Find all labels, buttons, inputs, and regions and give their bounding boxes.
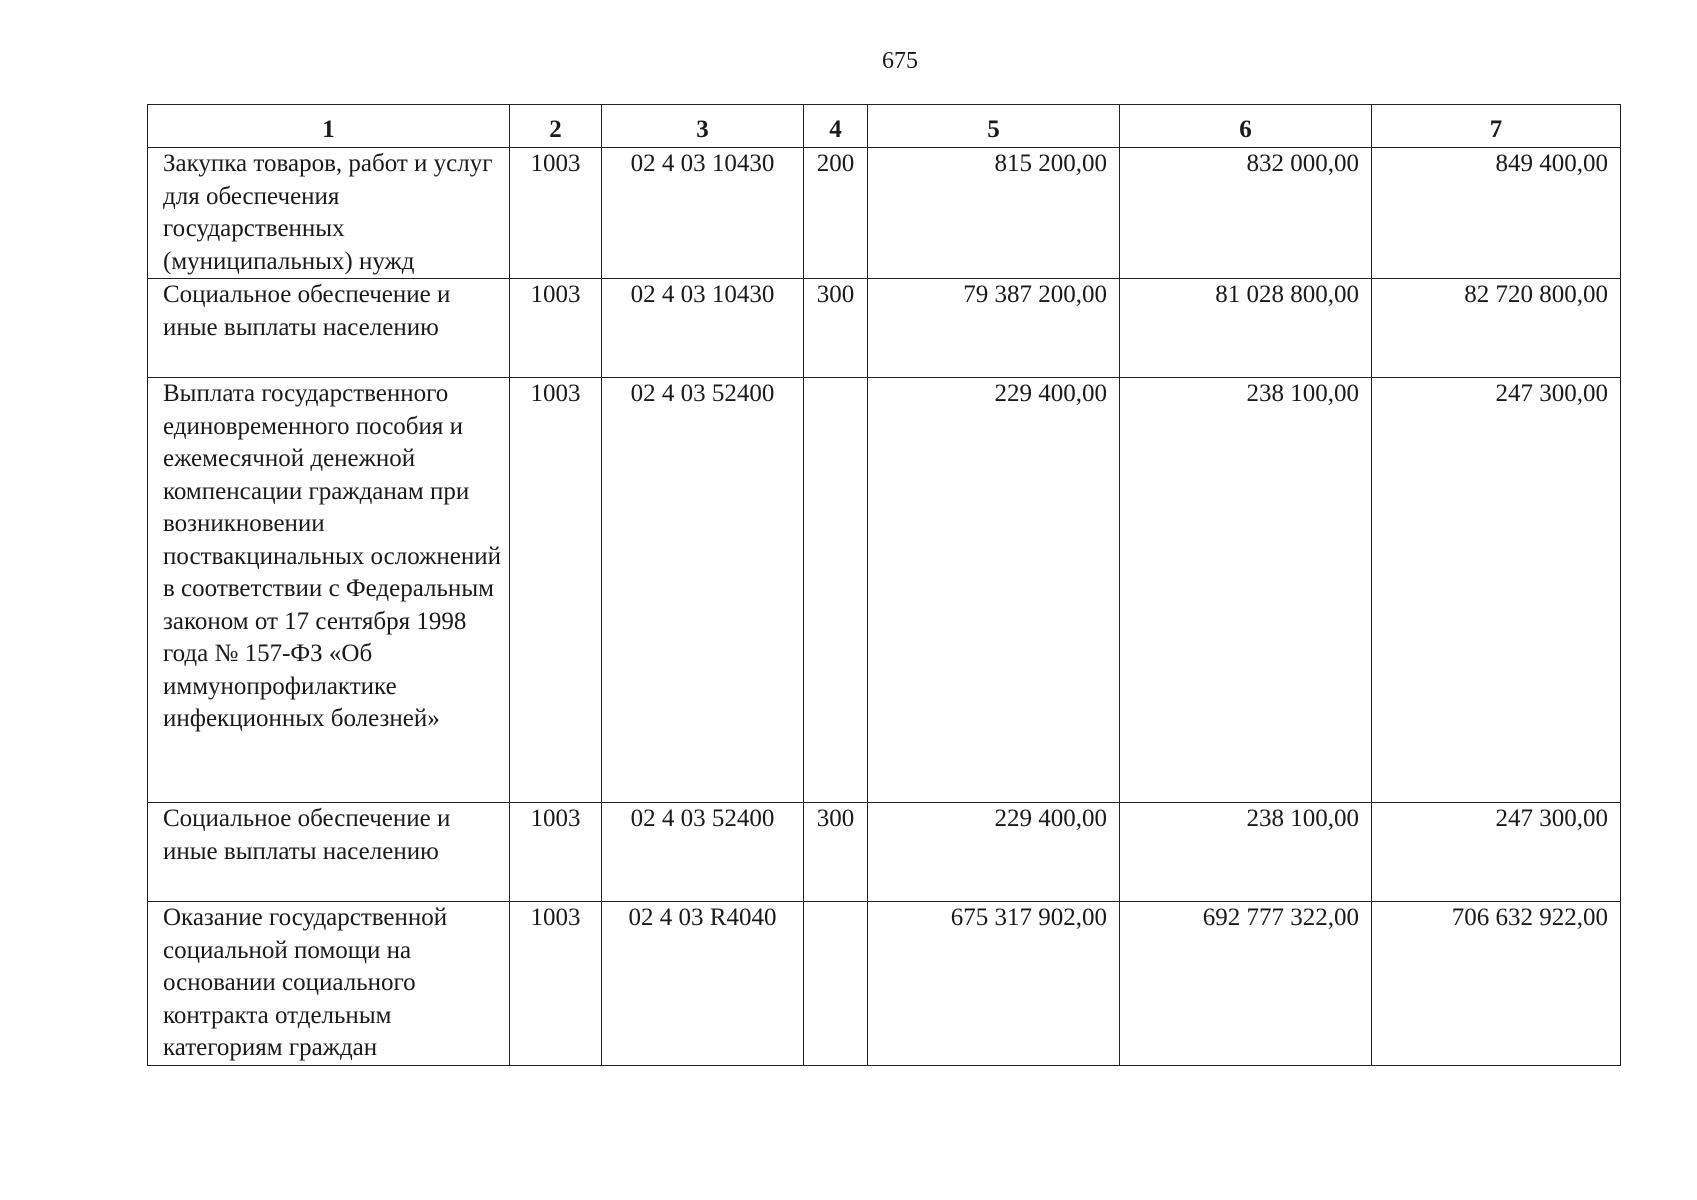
section-code: 1003	[510, 279, 602, 378]
amount-col7: 849 400,00	[1372, 148, 1621, 279]
amount-col5: 815 200,00	[868, 148, 1120, 279]
target-code: 02 4 03 10430	[602, 148, 804, 279]
table-row	[148, 279, 1621, 378]
section-code: 1003	[510, 902, 602, 1066]
column-header: 4	[804, 105, 868, 148]
table-row	[148, 803, 1621, 902]
page-number: 675	[882, 48, 918, 74]
column-header: 6	[1120, 105, 1372, 148]
column-header: 5	[868, 105, 1120, 148]
column-header: 1	[148, 105, 510, 148]
amount-col5: 675 317 902,00	[868, 902, 1120, 1066]
column-header: 7	[1372, 105, 1621, 148]
budget-table	[147, 104, 1621, 1066]
amount-col5: 229 400,00	[868, 803, 1120, 902]
target-code: 02 4 03 52400	[602, 803, 804, 902]
row-name: Социальное обеспечение и иные выплаты населению	[148, 279, 510, 378]
expense-type: 200	[804, 148, 868, 279]
amount-col6: 832 000,00	[1120, 148, 1372, 279]
amount-col7: 247 300,00	[1372, 803, 1621, 902]
row-name: Социальное обеспечение и иные выплаты населению	[148, 803, 510, 902]
expense-type: 300	[804, 279, 868, 378]
row-name: Выплата государственного единовременного пособия и ежемесячной денежной компенсации гражданам при возникновении поствакцинальных осложнений в соответствии с Федеральным законом от 17 сентября 1998 года № 157-ФЗ «Об иммунопрофилактике инфекционных болезней»	[148, 378, 510, 803]
amount-col6: 692 777 322,00	[1120, 902, 1372, 1066]
column-header: 2	[510, 105, 602, 148]
table-row	[148, 902, 1621, 1066]
amount-col5: 79 387 200,00	[868, 279, 1120, 378]
target-code: 02 4 03 10430	[602, 279, 804, 378]
expense-type: 300	[804, 803, 868, 902]
amount-col7: 247 300,00	[1372, 378, 1621, 803]
amount-col7: 706 632 922,00	[1372, 902, 1621, 1066]
expense-type	[804, 902, 868, 1066]
target-code: 02 4 03 R4040	[602, 902, 804, 1066]
section-code: 1003	[510, 803, 602, 902]
row-name: Оказание государственной социальной помощи на основании социального контракта отдельным категориям граждан	[148, 902, 510, 1066]
expense-type	[804, 378, 868, 803]
amount-col6: 238 100,00	[1120, 803, 1372, 902]
table-row	[148, 378, 1621, 803]
amount-col6: 81 028 800,00	[1120, 279, 1372, 378]
column-header: 3	[602, 105, 804, 148]
section-code: 1003	[510, 148, 602, 279]
amount-col5: 229 400,00	[868, 378, 1120, 803]
section-code: 1003	[510, 378, 602, 803]
amount-col7: 82 720 800,00	[1372, 279, 1621, 378]
header-row	[148, 105, 1621, 148]
target-code: 02 4 03 52400	[602, 378, 804, 803]
table-row	[148, 148, 1621, 279]
row-name: Закупка товаров, работ и услуг для обеспечения государственных (муниципальных) нужд	[148, 148, 510, 279]
amount-col6: 238 100,00	[1120, 378, 1372, 803]
